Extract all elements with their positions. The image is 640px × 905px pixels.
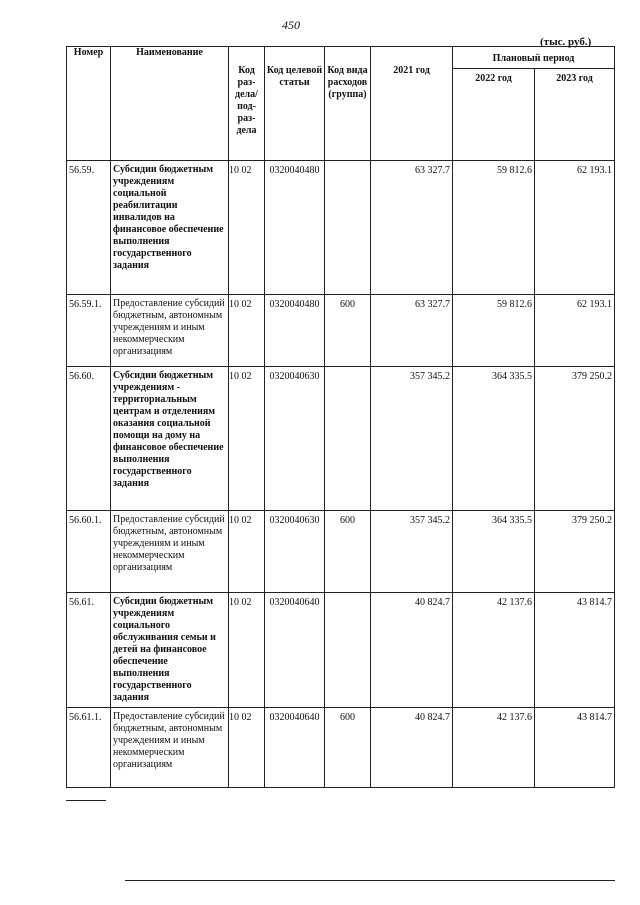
- row-2021: 40 824.7: [371, 593, 453, 708]
- table-row: [67, 161, 615, 295]
- row-name: Субсидии бюджетным учреждениям социальной реабилитации инвалидов на финансовое обеспечение выполнения государственного задания: [111, 161, 229, 295]
- row-2021: 357 345.2: [371, 511, 453, 593]
- row-2023: 379 250.2: [535, 367, 615, 511]
- row-2022: 364 335.5: [453, 511, 535, 593]
- table-row: [67, 708, 615, 788]
- row-name: Субсидии бюджетным учреждениям социального обслуживания семьи и детей на финансовое обеспечение выполнения государственного задания: [111, 593, 229, 708]
- row-section: 10 02: [229, 367, 265, 511]
- row-target: 0320040630: [265, 367, 325, 511]
- row-2023: 379 250.2: [535, 511, 615, 593]
- row-expense-type: 600: [325, 511, 371, 593]
- footer-line: [125, 880, 615, 881]
- header-2021: 2021 год: [371, 47, 453, 161]
- row-number: 56.61.: [67, 593, 111, 708]
- row-section: 10 02: [229, 161, 265, 295]
- header-section: Код раз-дела/ под-раз-дела: [229, 47, 265, 161]
- row-number: 56.60.1.: [67, 511, 111, 593]
- row-2023: 43 814.7: [535, 708, 615, 788]
- row-target: 0320040640: [265, 708, 325, 788]
- row-2022: 42 137.6: [453, 593, 535, 708]
- row-2021: 40 824.7: [371, 708, 453, 788]
- header-2023: 2023 год: [535, 69, 615, 161]
- budget-table: [66, 46, 615, 788]
- page-number: 450: [282, 18, 300, 32]
- table-row: [67, 367, 615, 511]
- table-row: [67, 295, 615, 367]
- row-2023: 62 193.1: [535, 295, 615, 367]
- header-planned-period: Плановый период: [453, 47, 615, 69]
- left-divider: [66, 800, 106, 801]
- row-2023: 62 193.1: [535, 161, 615, 295]
- row-number: 56.59.: [67, 161, 111, 295]
- table-row: [67, 511, 615, 593]
- row-target: 0320040480: [265, 295, 325, 367]
- row-section: 10 02: [229, 593, 265, 708]
- row-name: Субсидии бюджетным учреждениям - территориальным центрам и отделениям оказания социальной помощи на дому на финансовое обеспечение выполнения государственного задания: [111, 367, 229, 511]
- row-expense-type: [325, 161, 371, 295]
- row-expense-type: 600: [325, 295, 371, 367]
- row-2022: 364 335.5: [453, 367, 535, 511]
- row-section: 10 02: [229, 708, 265, 788]
- header-number: Номер: [67, 47, 111, 161]
- units-label: (тыс. руб.): [540, 36, 592, 48]
- table-row: [67, 593, 615, 708]
- row-expense-type: [325, 593, 371, 708]
- row-target: 0320040480: [265, 161, 325, 295]
- row-2021: 63 327.7: [371, 295, 453, 367]
- row-2021: 63 327.7: [371, 161, 453, 295]
- header-expense-type: Код вида расходов (группа): [325, 47, 371, 161]
- row-2022: 59 812.6: [453, 295, 535, 367]
- row-number: 56.60.: [67, 367, 111, 511]
- row-target: 0320040640: [265, 593, 325, 708]
- row-target: 0320040630: [265, 511, 325, 593]
- row-2021: 357 345.2: [371, 367, 453, 511]
- row-number: 56.61.1.: [67, 708, 111, 788]
- row-expense-type: 600: [325, 708, 371, 788]
- row-name: Предоставление субсидий бюджетным, автономным учреждениям и иным некоммерческим организациям: [111, 708, 229, 788]
- row-name: Предоставление субсидий бюджетным, автономным учреждениям и иным некоммерческим организациям: [111, 295, 229, 367]
- header-target: Код целевой статьи: [265, 47, 325, 161]
- header-2022: 2022 год: [453, 69, 535, 161]
- row-section: 10 02: [229, 511, 265, 593]
- row-2022: 42 137.6: [453, 708, 535, 788]
- row-name: Предоставление субсидий бюджетным, автономным учреждениям и иным некоммерческим организациям: [111, 511, 229, 593]
- row-2022: 59 812.6: [453, 161, 535, 295]
- row-number: 56.59.1.: [67, 295, 111, 367]
- row-2023: 43 814.7: [535, 593, 615, 708]
- row-section: 10 02: [229, 295, 265, 367]
- header-name: Наименование: [111, 47, 229, 161]
- row-expense-type: [325, 367, 371, 511]
